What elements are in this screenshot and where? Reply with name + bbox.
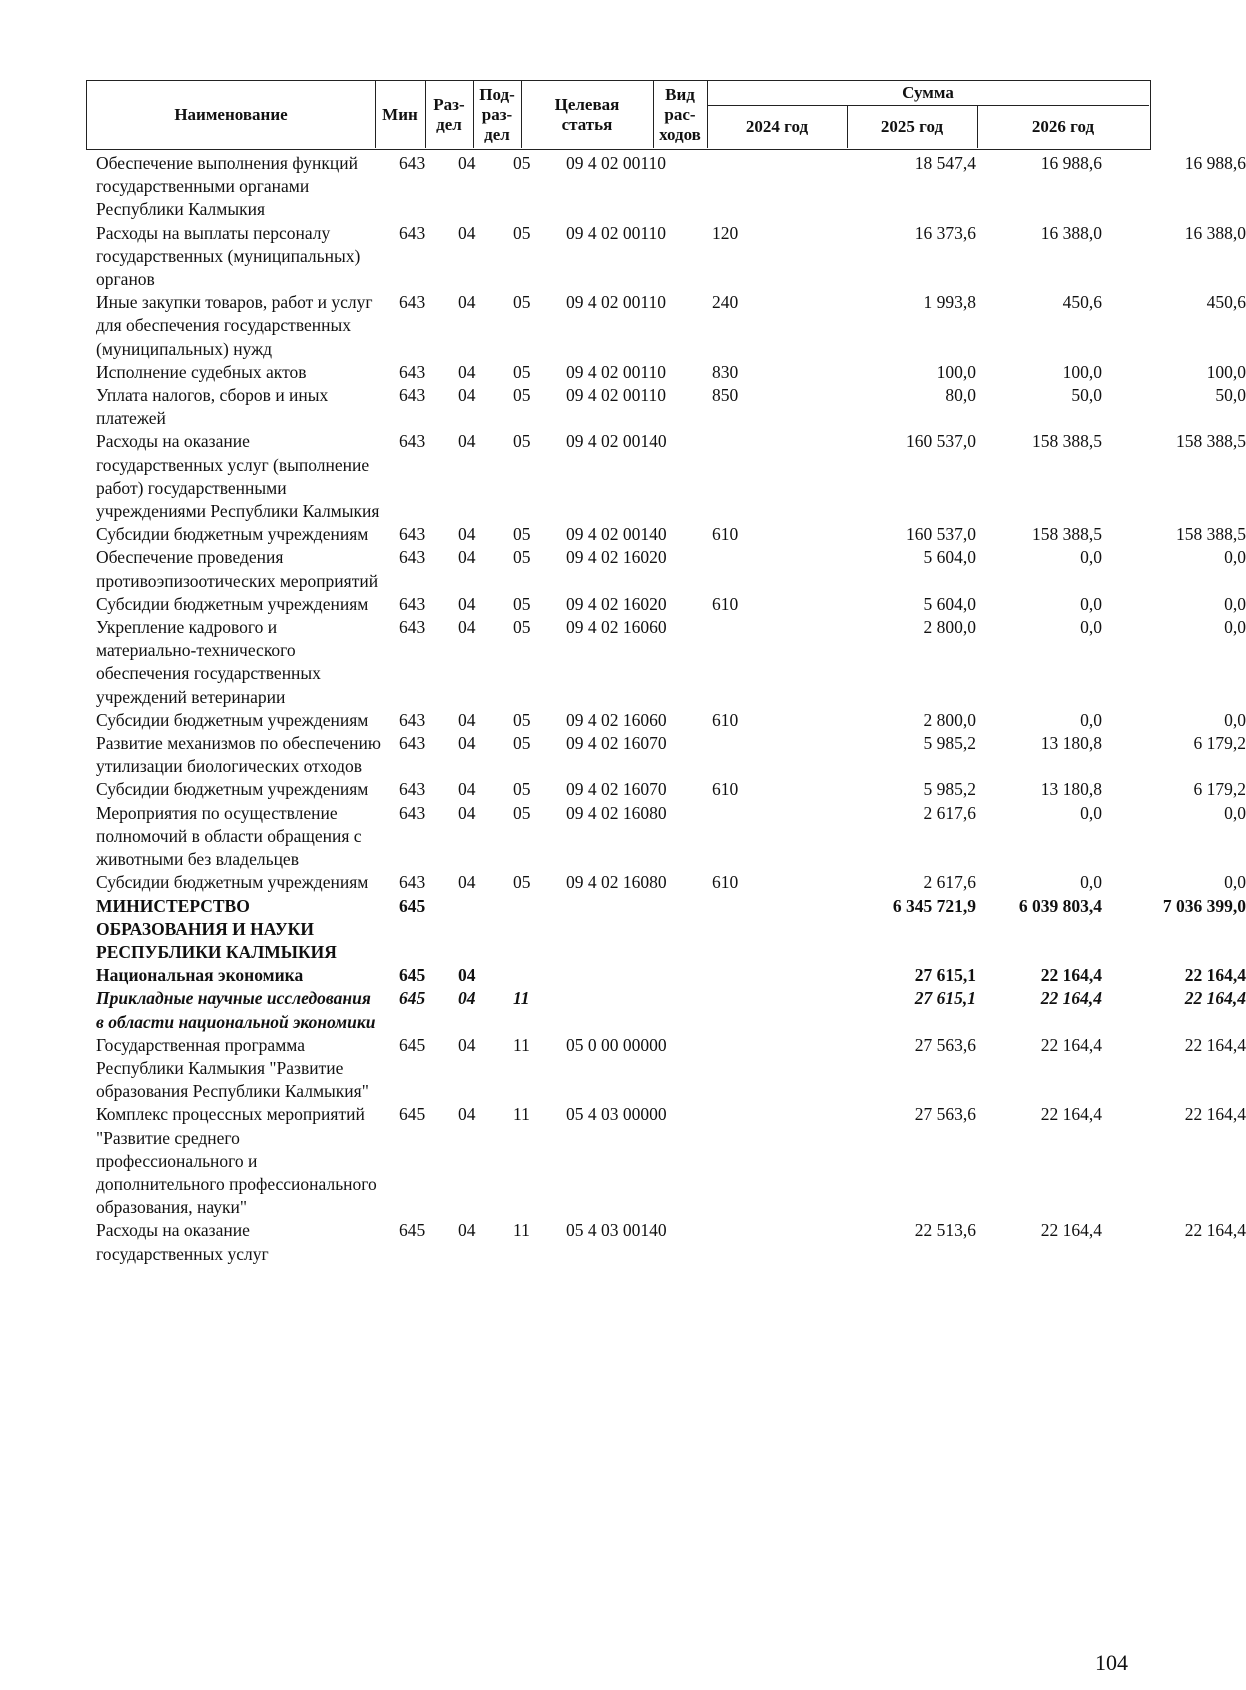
row-sum-2026: 158 388,5: [1176, 431, 1246, 452]
row-podrazdel: 05: [513, 733, 531, 754]
row-razdel: 04: [458, 1104, 476, 1125]
row-sum-2024: 80,0: [945, 385, 976, 406]
row-razdel: 04: [458, 153, 476, 173]
row-razdel: 04: [458, 965, 476, 986]
row-sum-2026: 100,0: [1206, 361, 1246, 382]
header-2025: 2025 год: [880, 116, 944, 136]
row-sum-2025: 6 039 803,4: [1018, 895, 1102, 916]
row-min: 645: [399, 988, 426, 1009]
row-name: Уплата налогов, сборов и иных платежей: [96, 385, 329, 429]
row-min: 643: [399, 709, 426, 730]
header-2026: 2026 год: [1031, 116, 1095, 136]
row-min: 643: [399, 361, 426, 382]
row-vid: 850: [712, 385, 739, 406]
table-row: [86, 1103, 1246, 1219]
row-tselevaya: 09 4 02 00110: [566, 222, 666, 243]
row-razdel: 04: [458, 1034, 476, 1055]
row-sum-2025: 158 388,5: [1032, 431, 1102, 452]
row-sum-2026: 0,0: [1224, 617, 1246, 638]
row-vid: 610: [712, 779, 739, 800]
row-razdel: 04: [458, 431, 476, 452]
table-row: [86, 1219, 1246, 1265]
row-name: Иные закупки товаров, работ и услуг для обеспечения государственных (муниципальных) нужд: [96, 292, 373, 359]
row-podrazdel: 05: [513, 547, 531, 568]
row-sum-2024: 2 617,6: [923, 802, 976, 823]
row-sum-2024: 100,0: [936, 361, 976, 382]
row-podrazdel: 05: [513, 709, 531, 730]
row-razdel: 04: [458, 709, 476, 730]
row-sum-2026: 0,0: [1224, 593, 1246, 614]
row-tselevaya: 09 4 02 16080: [566, 872, 667, 893]
row-sum-2026: 22 164,4: [1184, 1220, 1246, 1241]
row-podrazdel: 05: [513, 779, 531, 800]
table-row: [86, 732, 1246, 778]
row-sum-2025: 0,0: [1080, 593, 1102, 614]
table-row: [86, 593, 1246, 616]
divider: [653, 81, 654, 148]
row-sum-2026: 22 164,4: [1184, 988, 1246, 1009]
row-sum-2025: 22 164,4: [1040, 988, 1102, 1009]
row-min: 645: [399, 1220, 426, 1241]
header-razdel: Раз- дел: [433, 94, 465, 134]
page-number: 104: [1095, 1650, 1128, 1675]
row-sum-2025: 22 164,4: [1040, 1220, 1102, 1241]
row-podrazdel: 05: [513, 385, 531, 406]
row-podrazdel: 11: [513, 1104, 530, 1125]
row-min: 643: [399, 802, 426, 823]
table-row: [86, 895, 1246, 965]
row-name: Прикладные научные исследования в области национальной экономики: [96, 988, 376, 1032]
row-tselevaya: 09 4 02 16020: [566, 547, 667, 568]
row-sum-2024: 27 615,1: [914, 965, 976, 986]
row-razdel: 04: [458, 779, 476, 800]
table-row: [86, 871, 1246, 894]
row-sum-2026: 16 988,6: [1184, 153, 1246, 173]
row-razdel: 04: [458, 617, 476, 638]
table-row: [86, 430, 1246, 523]
divider: [521, 81, 522, 148]
row-sum-2025: 0,0: [1080, 872, 1102, 893]
row-sum-2024: 2 800,0: [923, 709, 976, 730]
divider: [707, 105, 1149, 106]
row-vid: 610: [712, 709, 739, 730]
row-name: Субсидии бюджетным учреждениям: [96, 709, 369, 730]
table-row: [86, 616, 1246, 709]
row-sum-2024: 2 617,6: [923, 872, 976, 893]
row-name: Развитие механизмов по обеспечению утилизации биологических отходов: [96, 733, 381, 777]
row-razdel: 04: [458, 292, 476, 313]
row-razdel: 04: [458, 802, 476, 823]
row-sum-2024: 5 604,0: [923, 547, 976, 568]
row-sum-2024: 27 563,6: [914, 1034, 976, 1055]
row-sum-2025: 0,0: [1080, 802, 1102, 823]
header-min: Мин: [382, 104, 418, 124]
row-podrazdel: 05: [513, 617, 531, 638]
row-podrazdel: 05: [513, 524, 531, 545]
row-sum-2024: 6 345 721,9: [892, 895, 976, 916]
row-tselevaya: 09 4 02 00140: [566, 524, 667, 545]
row-sum-2026: 0,0: [1224, 709, 1246, 730]
row-name: Исполнение судебных актов: [96, 361, 307, 382]
row-name: Субсидии бюджетным учреждениям: [96, 593, 369, 614]
header-2024: 2024 год: [745, 116, 809, 136]
row-min: 645: [399, 1034, 426, 1055]
row-sum-2025: 450,6: [1062, 292, 1102, 313]
row-sum-2025: 16 388,0: [1040, 222, 1102, 243]
row-sum-2024: 27 615,1: [914, 988, 976, 1009]
row-name: Расходы на оказание государственных услуг: [96, 1220, 269, 1264]
row-name: Субсидии бюджетным учреждениям: [96, 872, 369, 893]
table-row: [86, 546, 1246, 592]
row-razdel: 04: [458, 385, 476, 406]
table-row: [86, 709, 1246, 732]
table-row: [86, 361, 1246, 384]
row-sum-2024: 5 985,2: [923, 779, 976, 800]
row-sum-2024: 27 563,6: [914, 1104, 976, 1125]
row-tselevaya: 09 4 02 00140: [566, 431, 667, 452]
table-row: [86, 778, 1246, 801]
row-sum-2024: 1 993,8: [923, 292, 976, 313]
row-tselevaya: 09 4 02 16070: [566, 733, 667, 754]
row-name: Субсидии бюджетным учреждениям: [96, 524, 369, 545]
row-sum-2026: 0,0: [1224, 547, 1246, 568]
divider: [425, 81, 426, 148]
row-razdel: 04: [458, 872, 476, 893]
row-sum-2025: 0,0: [1080, 617, 1102, 638]
row-name: Расходы на выплаты персоналу государственных (муниципальных) органов: [96, 222, 361, 290]
row-podrazdel: 11: [513, 988, 530, 1009]
row-name: Мероприятия по осуществление полномочий в области обращения с животными без владельцев: [96, 802, 362, 870]
row-tselevaya: 05 0 00 00000: [566, 1034, 667, 1055]
row-tselevaya: 05 4 03 00140: [566, 1220, 667, 1241]
row-razdel: 04: [458, 361, 476, 382]
row-tselevaya: 09 4 02 16070: [566, 779, 667, 800]
row-razdel: 04: [458, 988, 476, 1009]
row-name: Национальная экономика: [96, 965, 304, 986]
row-min: 643: [399, 385, 426, 406]
row-razdel: 04: [458, 593, 476, 614]
row-sum-2026: 6 179,2: [1193, 779, 1246, 800]
row-min: 643: [399, 222, 426, 243]
row-sum-2025: 16 988,6: [1040, 153, 1102, 173]
table-row: [86, 1034, 1246, 1104]
row-razdel: 04: [458, 222, 476, 243]
row-podrazdel: 05: [513, 802, 531, 823]
row-podrazdel: 05: [513, 872, 531, 893]
row-razdel: 04: [458, 733, 476, 754]
header-podrazdel: Под- раз- дел: [479, 84, 515, 144]
row-name: Комплекс процессных мероприятий "Развитие среднего профессионального и дополнительного профессионального образования, науки": [96, 1104, 377, 1218]
row-min: 643: [399, 872, 426, 893]
divider: [977, 105, 978, 148]
divider: [473, 81, 474, 148]
row-sum-2025: 100,0: [1062, 361, 1102, 382]
row-sum-2024: 18 547,4: [914, 153, 976, 173]
row-name: Обеспечение проведения противоэпизоотических мероприятий: [96, 547, 379, 591]
row-podrazdel: 05: [513, 431, 531, 452]
row-sum-2026: 16 388,0: [1184, 222, 1246, 243]
row-sum-2026: 22 164,4: [1184, 965, 1246, 986]
divider: [847, 105, 848, 148]
row-tselevaya: 09 4 02 16060: [566, 709, 667, 730]
row-sum-2024: 160 537,0: [906, 524, 976, 545]
row-sum-2024: 16 373,6: [914, 222, 976, 243]
row-tselevaya: 09 4 02 16020: [566, 593, 667, 614]
row-tselevaya: 09 4 02 16060: [566, 617, 667, 638]
header-vid: Вид рас- ходов: [659, 84, 701, 144]
row-min: 643: [399, 431, 426, 452]
row-sum-2025: 50,0: [1071, 385, 1102, 406]
row-vid: 830: [712, 361, 739, 382]
row-sum-2025: 13 180,8: [1040, 779, 1102, 800]
row-tselevaya: 09 4 02 16080: [566, 802, 667, 823]
row-podrazdel: 05: [513, 361, 531, 382]
row-min: 643: [399, 779, 426, 800]
row-tselevaya: 09 4 02 00110: [566, 153, 666, 173]
row-name: МИНИСТЕРСТВО ОБРАЗОВАНИЯ И НАУКИ РЕСПУБЛИКИ КАЛМЫКИЯ: [96, 895, 337, 962]
row-sum-2026: 0,0: [1224, 802, 1246, 823]
row-sum-2026: 450,6: [1206, 292, 1246, 313]
row-sum-2025: 13 180,8: [1040, 733, 1102, 754]
row-vid: 120: [712, 222, 739, 243]
row-sum-2024: 160 537,0: [906, 431, 976, 452]
row-sum-2025: 22 164,4: [1040, 1104, 1102, 1125]
row-podrazdel: 05: [513, 593, 531, 614]
row-min: 643: [399, 153, 426, 173]
table-row: [86, 222, 1246, 292]
table-row: [86, 987, 1246, 1033]
table-row: [86, 384, 1246, 430]
row-name: Расходы на оказание государственных услуг (выполнение работ) государственными учреждениями Республики Калмыкия: [96, 431, 380, 522]
row-razdel: 04: [458, 1220, 476, 1241]
row-min: 643: [399, 524, 426, 545]
row-vid: 610: [712, 524, 739, 545]
row-sum-2025: 158 388,5: [1032, 524, 1102, 545]
row-vid: 610: [712, 872, 739, 893]
row-min: 643: [399, 617, 426, 638]
row-min: 643: [399, 593, 426, 614]
row-min: 643: [399, 292, 426, 313]
row-sum-2025: 0,0: [1080, 547, 1102, 568]
row-sum-2025: 22 164,4: [1040, 965, 1102, 986]
row-sum-2026: 22 164,4: [1184, 1034, 1246, 1055]
header-summa: Сумма: [902, 83, 954, 102]
row-sum-2026: 6 179,2: [1193, 733, 1246, 754]
row-sum-2025: 22 164,4: [1040, 1034, 1102, 1055]
row-min: 645: [399, 965, 426, 986]
row-tselevaya: 09 4 02 00110: [566, 292, 666, 313]
row-podrazdel: 05: [513, 222, 531, 243]
row-name: Государственная программа Республики Калмыкия "Развитие образования Республики Калмыкия": [96, 1034, 369, 1102]
row-sum-2026: 50,0: [1215, 385, 1246, 406]
row-podrazdel: 11: [513, 1034, 530, 1055]
table-body: [86, 152, 1246, 1266]
row-sum-2026: 0,0: [1224, 872, 1246, 893]
row-vid: 610: [712, 593, 739, 614]
row-name: Субсидии бюджетным учреждениям: [96, 779, 369, 800]
table-row: [86, 964, 1246, 987]
row-tselevaya: 09 4 02 00110: [566, 385, 666, 406]
row-sum-2024: 5 604,0: [923, 593, 976, 614]
row-sum-2025: 0,0: [1080, 709, 1102, 730]
row-podrazdel: 05: [513, 292, 531, 313]
row-sum-2026: 22 164,4: [1184, 1104, 1246, 1125]
row-sum-2024: 22 513,6: [914, 1220, 976, 1241]
row-tselevaya: 05 4 03 00000: [566, 1104, 667, 1125]
divider: [707, 81, 708, 148]
row-min: 645: [399, 1104, 426, 1125]
header-tselevaya: Целевая статья: [554, 94, 620, 134]
row-min: 643: [399, 733, 426, 754]
header-name: Наименование: [174, 104, 288, 124]
row-min: 645: [399, 895, 426, 916]
row-sum-2026: 7 036 399,0: [1162, 895, 1246, 916]
table-row: [86, 802, 1246, 872]
divider: [375, 81, 376, 148]
row-sum-2024: 5 985,2: [923, 733, 976, 754]
row-sum-2026: 158 388,5: [1176, 524, 1246, 545]
row-razdel: 04: [458, 524, 476, 545]
row-podrazdel: 11: [513, 1220, 530, 1241]
table-header: [86, 80, 1151, 150]
row-podrazdel: 05: [513, 153, 531, 173]
table-row: [86, 291, 1246, 361]
table-row: [86, 152, 1246, 222]
row-name: Укрепление кадрового и материально-технического обеспечения государственных учреждений ветеринарии: [96, 617, 321, 707]
row-razdel: 04: [458, 547, 476, 568]
table-row: [86, 523, 1246, 546]
row-tselevaya: 09 4 02 00110: [566, 361, 666, 382]
row-vid: 240: [712, 292, 739, 313]
row-sum-2024: 2 800,0: [923, 617, 976, 638]
row-min: 643: [399, 547, 426, 568]
row-name: Обеспечение выполнения функций государственными органами Республики Калмыкия: [96, 153, 358, 220]
